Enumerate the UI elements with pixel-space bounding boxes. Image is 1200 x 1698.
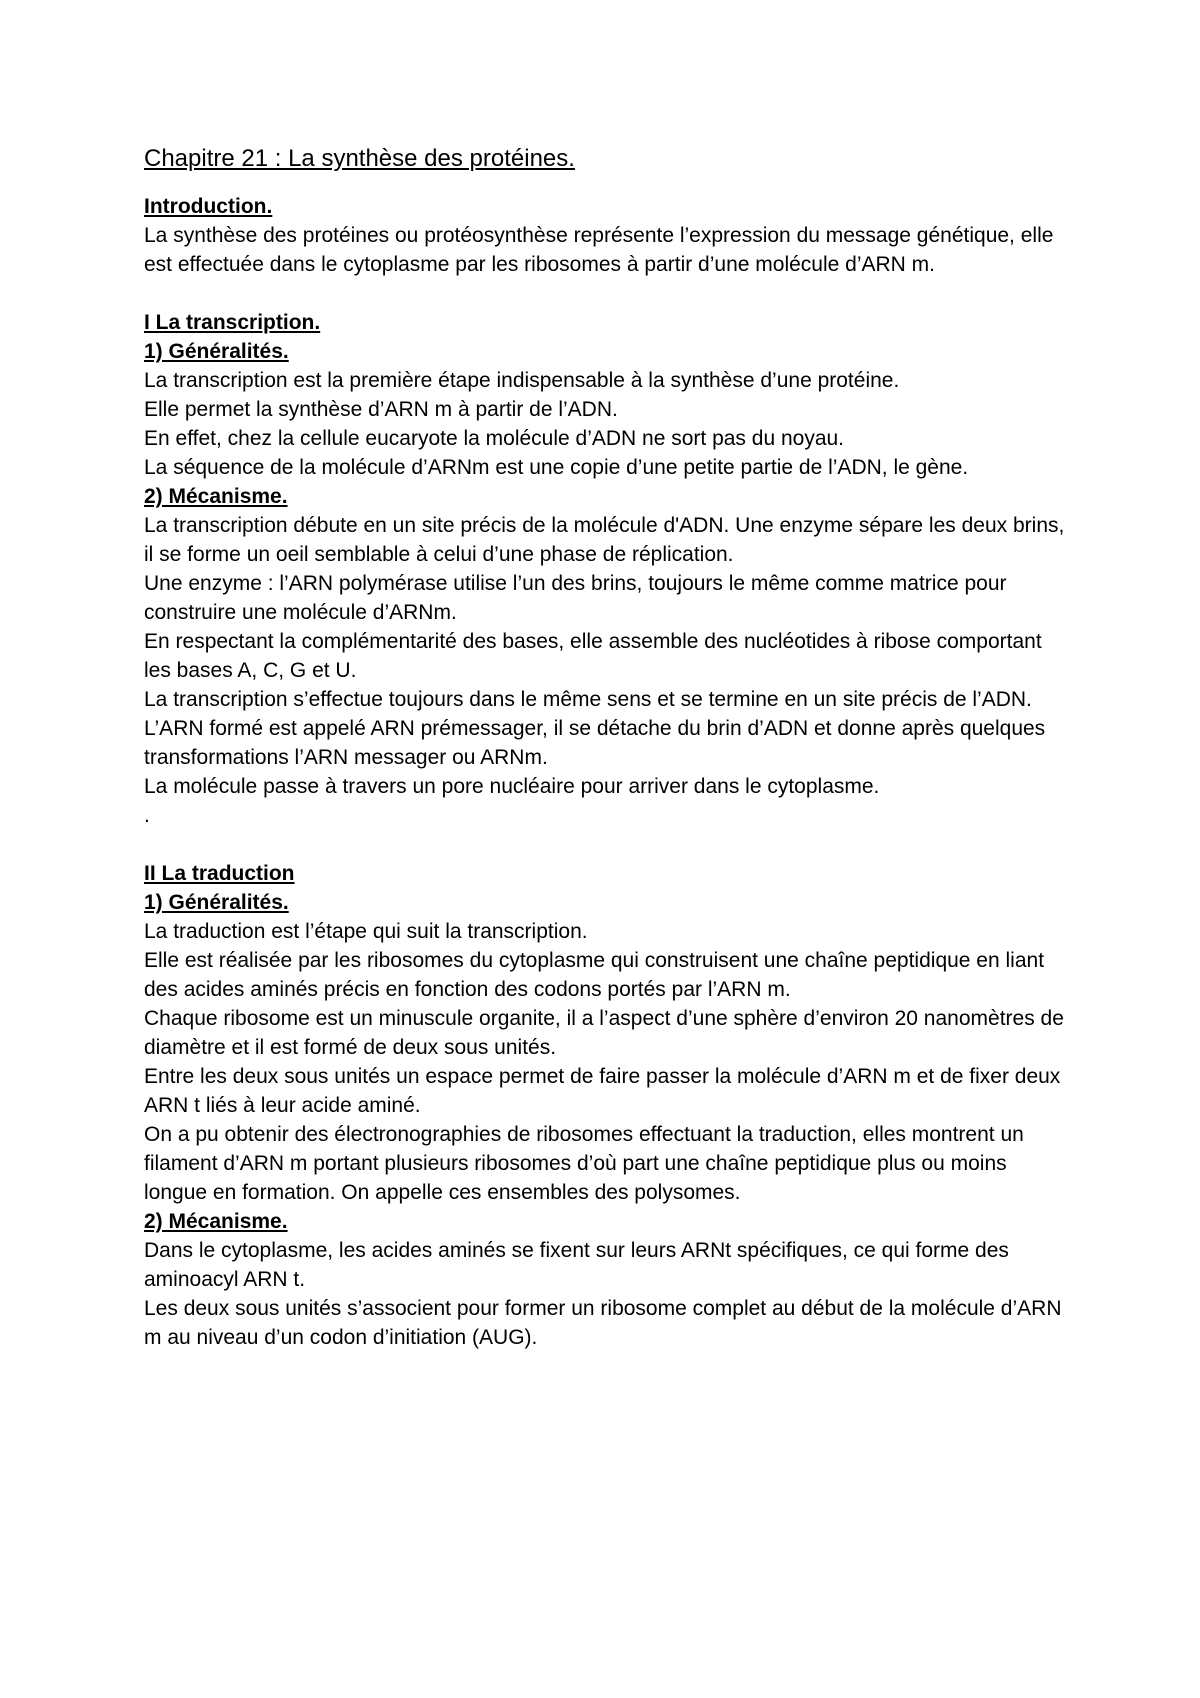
paragraph: La molécule passe à travers un pore nucléaire pour arriver dans le cytoplasme. bbox=[144, 775, 880, 798]
spacer bbox=[144, 279, 1074, 308]
paragraph: L’ARN formé est appelé ARN prémessager, il se détache du brin d’ADN et donne après quelques transformations l’ARN messager ou ARNm. bbox=[144, 717, 1046, 769]
section-heading-traduction: II La traduction bbox=[144, 862, 295, 885]
paragraph: Chaque ribosome est un minuscule organite, il a l’aspect d’une sphère d’environ 20 nanomètres de diamètre et il est formé de deux sous unités. bbox=[144, 1007, 1064, 1059]
paragraph: Dans le cytoplasme, les acides aminés se fixent sur leurs ARNt spécifiques, ce qui forme des aminoacyl ARN t. bbox=[144, 1239, 1009, 1291]
document-page bbox=[144, 142, 1074, 1352]
intro-heading: Introduction. bbox=[144, 195, 273, 218]
paragraph: En effet, chez la cellule eucaryote la molécule d’ADN ne sort pas du noyau. bbox=[144, 427, 845, 450]
paragraph: La transcription est la première étape indispensable à la synthèse d’une protéine. bbox=[144, 369, 900, 392]
paragraph: La transcription débute en un site précis de la molécule d'ADN. Une enzyme sépare les deux brins, il se forme un oeil semblable à celui d’une phase de réplication. bbox=[144, 514, 1065, 566]
paragraph: La traduction est l’étape qui suit la transcription. bbox=[144, 920, 588, 943]
paragraph: Les deux sous unités s’associent pour former un ribosome complet au début de la molécule d’ARN m au niveau d’un codon d’initiation (AUG). bbox=[144, 1297, 1062, 1349]
subsection-heading-generalites: 1) Généralités. bbox=[144, 891, 289, 914]
paragraph: Une enzyme : l’ARN polymérase utilise l’un des brins, toujours le même comme matrice pour construire une molécule d’ARNm. bbox=[144, 572, 1007, 624]
subsection-heading-mecanisme: 2) Mécanisme. bbox=[144, 1210, 288, 1233]
section-heading-transcription: I La transcription. bbox=[144, 311, 321, 334]
paragraph: Entre les deux sous unités un espace permet de faire passer la molécule d’ARN m et de fixer deux ARN t liés à leur acide aminé. bbox=[144, 1065, 1061, 1117]
spacer bbox=[144, 830, 1074, 859]
paragraph: On a pu obtenir des électronographies de ribosomes effectuant la traduction, elles montrent un filament d’ARN m portant plusieurs ribosomes d’où part une chaîne peptidique plus ou moins longue en formation. On appelle ces ensembles des polysomes. bbox=[144, 1123, 1024, 1204]
paragraph: Elle permet la synthèse d’ARN m à partir de l’ADN. bbox=[144, 398, 618, 421]
paragraph: La transcription s’effectue toujours dans le même sens et se termine en un site précis de l’ADN. bbox=[144, 688, 1032, 711]
paragraph: . bbox=[144, 804, 150, 827]
subsection-heading-generalites: 1) Généralités. bbox=[144, 340, 289, 363]
subsection-heading-mecanisme: 2) Mécanisme. bbox=[144, 485, 288, 508]
paragraph: En respectant la complémentarité des bases, elle assemble des nucléotides à ribose comportant les bases A, C, G et U. bbox=[144, 630, 1042, 682]
paragraph: La séquence de la molécule d’ARNm est une copie d’une petite partie de l’ADN, le gène. bbox=[144, 456, 969, 479]
page-title: Chapitre 21 : La synthèse des protéines. bbox=[144, 145, 575, 172]
paragraph: Elle est réalisée par les ribosomes du cytoplasme qui construisent une chaîne peptidique en liant des acides aminés précis en fonction des codons portés par l’ARN m. bbox=[144, 949, 1045, 1001]
intro-paragraph: La synthèse des protéines ou protéosynthèse représente l’expression du message génétique, elle est effectuée dans le cytoplasme par les ribosomes à partir d’une molécule d’ARN m. bbox=[144, 224, 1054, 276]
